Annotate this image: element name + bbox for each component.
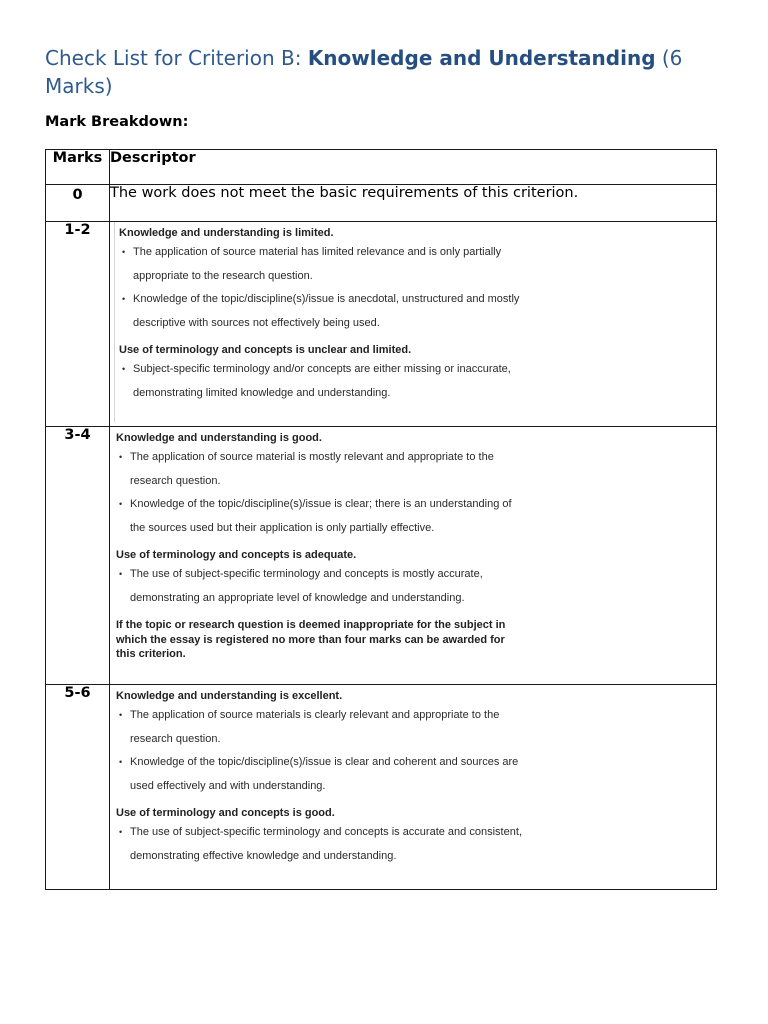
descriptor-cell bbox=[110, 222, 717, 427]
descriptor-block bbox=[110, 427, 716, 662]
bullet-icon: • bbox=[119, 499, 123, 509]
descriptor-heading: Knowledge and understanding is good. bbox=[116, 432, 322, 444]
descriptor-heading: Use of terminology and concepts is adequate. bbox=[116, 549, 357, 561]
table-header-row bbox=[46, 150, 717, 185]
bullet-item: • The application of source material has limited relevance and is only partially appropriate to the research question. bbox=[119, 241, 716, 288]
marks-cell: 1-2 bbox=[46, 222, 110, 427]
bullet-item: • Knowledge of the topic/discipline(s)/issue is clear and coherent and sources are used effectively and with understanding. bbox=[116, 751, 716, 798]
bullet-icon: • bbox=[122, 294, 126, 304]
bullet-item: • The use of subject-specific terminology and concepts is accurate and consistent, demonstrating effective knowledge and understanding. bbox=[116, 821, 716, 868]
descriptor-note: If the topic or research question is deemed inappropriate for the subject in which the essay is registered no more than four marks can be awarded for this criterion. bbox=[116, 619, 506, 660]
table-row bbox=[46, 222, 717, 427]
descriptor-cell: The work does not meet the basic requirements of this criterion. bbox=[110, 185, 717, 222]
bullet-icon: • bbox=[119, 452, 123, 462]
table-row bbox=[46, 685, 717, 890]
descriptor-heading: Use of terminology and concepts is good. bbox=[116, 807, 335, 819]
bullet-item: • The application of source materials is clearly relevant and appropriate to the research question. bbox=[116, 704, 716, 751]
bullet-icon: • bbox=[119, 569, 123, 579]
marks-cell: 5-6 bbox=[46, 685, 110, 890]
descriptor-heading: Use of terminology and concepts is unclear and limited. bbox=[119, 344, 412, 356]
bullet-item: • The use of subject-specific terminology and concepts is mostly accurate, demonstrating an appropriate level of knowledge and understanding. bbox=[116, 563, 716, 610]
title-bold: Knowledge and Understanding bbox=[307, 46, 656, 70]
table-row bbox=[46, 185, 717, 222]
bullet-icon: • bbox=[122, 247, 126, 257]
descriptor-block bbox=[114, 222, 716, 422]
mark-breakdown-heading: Mark Breakdown: bbox=[45, 114, 189, 130]
bullet-icon: • bbox=[119, 757, 123, 767]
descriptor-block bbox=[110, 685, 716, 868]
marks-cell: 0 bbox=[46, 185, 110, 222]
title-prefix: Check List for Criterion B: bbox=[45, 46, 308, 70]
header-marks: Marks bbox=[46, 150, 110, 185]
bullet-icon: • bbox=[119, 710, 123, 720]
descriptor-heading: Knowledge and understanding is limited. bbox=[119, 227, 334, 239]
bullet-icon: • bbox=[122, 364, 126, 374]
descriptor-heading: Knowledge and understanding is excellent. bbox=[116, 690, 343, 702]
bullet-item: • The application of source material is mostly relevant and appropriate to the research question. bbox=[116, 446, 716, 493]
descriptor-cell bbox=[110, 427, 717, 685]
header-descriptor: Descriptor bbox=[110, 150, 717, 185]
descriptor-cell bbox=[110, 685, 717, 890]
table-row bbox=[46, 427, 717, 685]
bullet-icon: • bbox=[119, 827, 123, 837]
bullet-item: • Knowledge of the topic/discipline(s)/issue is clear; there is an understanding of the sources used but their application is only partially effective. bbox=[116, 493, 716, 540]
page-title bbox=[45, 44, 725, 100]
bullet-item: • Knowledge of the topic/discipline(s)/issue is anecdotal, unstructured and mostly descriptive with sources not effectively being used. bbox=[119, 288, 716, 335]
rubric-table bbox=[45, 149, 717, 890]
title-suffix: (6 Marks) bbox=[45, 46, 683, 98]
marks-cell: 3-4 bbox=[46, 427, 110, 685]
bullet-item: • Subject-specific terminology and/or concepts are either missing or inaccurate, demonstrating limited knowledge and understanding. bbox=[119, 358, 716, 405]
